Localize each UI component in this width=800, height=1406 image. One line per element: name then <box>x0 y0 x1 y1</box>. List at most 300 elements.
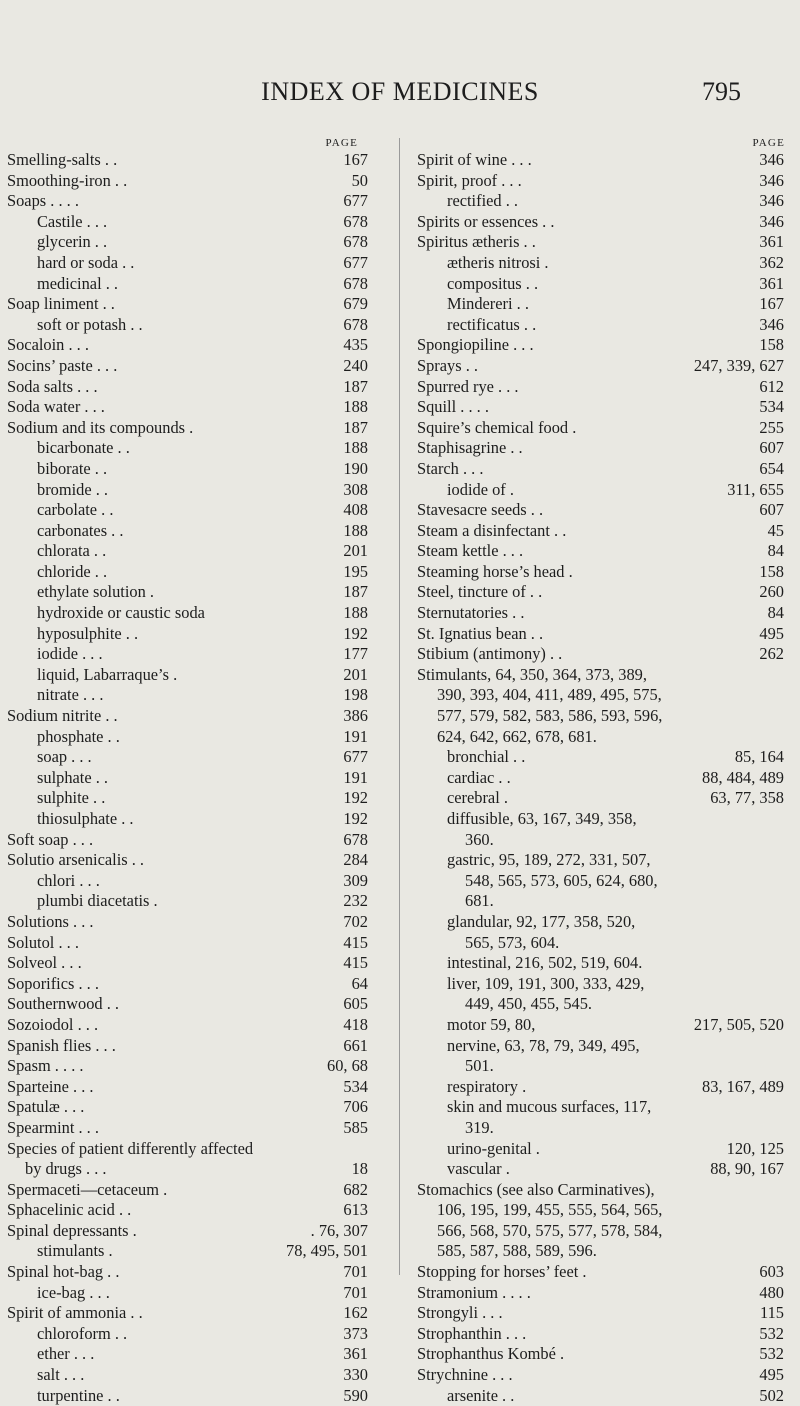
entry-page-ref: 435 <box>343 335 368 355</box>
entry-page-ref: 590 <box>343 1385 368 1405</box>
entry-term: Smoothing-iron . . <box>7 170 128 190</box>
entry-page-ref: 605 <box>343 994 368 1014</box>
page-column-label: PAGE <box>325 137 358 149</box>
entry-term: medicinal . . <box>37 273 119 293</box>
index-entry <box>7 1200 385 1221</box>
entry-term: liquid, Labarraque’s . <box>37 664 178 684</box>
entry-term: glycerin . . <box>37 232 108 252</box>
entry-term: Socaloin . . . <box>7 335 89 355</box>
index-entry <box>7 1118 385 1139</box>
entry-term: Strychnine . . . <box>417 1365 513 1385</box>
index-entry <box>7 1056 385 1077</box>
entry-term: Squire’s chemical food . <box>417 417 577 437</box>
entry-term: Steaming horse’s head . <box>417 561 573 581</box>
index-entry <box>7 1262 385 1283</box>
index-entry <box>417 1365 793 1386</box>
entry-term: nitrate . . . <box>37 685 104 705</box>
entry-term: Strophanthus Kombé . <box>417 1344 565 1364</box>
entry-term: Stavesacre seeds . . <box>417 500 544 520</box>
column-divider <box>399 138 400 1275</box>
index-entry <box>417 480 793 501</box>
entry-term: ætheris nitrosi . <box>447 252 549 272</box>
index-entry <box>7 171 385 192</box>
index-entry <box>7 1241 385 1262</box>
index-entry <box>7 871 385 892</box>
entry-page-ref: 495 <box>759 623 784 643</box>
entry-page-ref: 701 <box>343 1282 368 1302</box>
entry-term: cerebral . <box>447 788 508 808</box>
entry-page-ref: 480 <box>759 1282 784 1302</box>
entry-term: Spongiopiline . . . <box>417 335 534 355</box>
index-entry <box>7 1283 385 1304</box>
entry-page-ref: 309 <box>343 870 368 890</box>
entry-page-ref: 232 <box>343 891 368 911</box>
entry-first-line: skin and mucous surfaces, 117, <box>447 1097 652 1117</box>
entry-page-ref: 418 <box>343 1014 368 1034</box>
entry-first-line: nervine, 63, 78, 79, 349, 495, <box>447 1035 640 1055</box>
index-entry <box>7 480 385 501</box>
entry-page-ref: 262 <box>759 644 784 664</box>
entry-term: Spanish flies . . . <box>7 1035 116 1055</box>
entry-continuation-line: 319. <box>465 1117 494 1137</box>
entry-page-ref: 192 <box>343 623 368 643</box>
entry-term: Species of patient differently affected <box>7 1138 254 1158</box>
entry-term: Spirit of wine . . . <box>417 150 532 169</box>
entry-page-ref: 88, 484, 489 <box>702 767 784 787</box>
index-entry <box>7 974 385 995</box>
entry-continuation-line: 577, 579, 582, 583, 586, 593, 596, <box>437 706 663 726</box>
entry-term: chlori . . . <box>37 870 100 890</box>
entry-term: stimulants . <box>37 1241 113 1261</box>
entry-term: Spasm . . . . <box>7 1056 84 1076</box>
entry-page-ref: 201 <box>343 664 368 684</box>
index-entry <box>417 1283 793 1304</box>
entry-term: urino-genital . <box>447 1138 540 1158</box>
entry-page-ref: 386 <box>343 706 368 726</box>
entry-page-ref: 188 <box>343 397 368 417</box>
index-entry <box>7 768 385 789</box>
entry-continuation-line: 681. <box>465 891 494 911</box>
index-entry <box>417 335 793 356</box>
entry-first-line: intestinal, 216, 502, 519, 604. <box>447 953 643 973</box>
entry-continuation-line: 360. <box>465 829 494 849</box>
entry-term: bromide . . <box>37 479 109 499</box>
entry-term: Spearmint . . . <box>7 1117 99 1137</box>
entry-page-ref: 217, 505, 520 <box>693 1014 784 1034</box>
entry-page-ref: 702 <box>343 911 368 931</box>
index-entry <box>7 706 385 727</box>
index-entry <box>417 521 793 542</box>
entry-term: Spinal hot-bag . . <box>7 1262 120 1282</box>
entry-term: Strophanthin . . . <box>417 1323 527 1343</box>
index-entry <box>417 582 793 603</box>
page-number: 795 <box>702 77 741 106</box>
entry-page-ref: 240 <box>343 355 368 375</box>
index-entry <box>417 212 793 233</box>
entry-page-ref: 408 <box>343 500 368 520</box>
entry-term: Solutol . . . <box>7 932 79 952</box>
entry-term: Sprays . . <box>417 355 479 375</box>
index-entry-multiline <box>417 1097 793 1138</box>
index-entry <box>417 438 793 459</box>
entry-term: hyposulphite . . <box>37 623 139 643</box>
entry-term: ice-bag . . . <box>37 1282 110 1302</box>
index-entry-multiline <box>417 850 793 912</box>
index-entry <box>7 994 385 1015</box>
entry-first-line: Stimulants, 64, 350, 364, 373, 389, <box>417 664 647 684</box>
entry-page-ref: 677 <box>343 252 368 272</box>
entry-continuation-line: 565, 573, 604. <box>465 932 560 952</box>
entry-page-ref: 167 <box>343 150 368 169</box>
entry-page-ref: 190 <box>343 458 368 478</box>
index-entry <box>417 253 793 274</box>
index-entry <box>7 418 385 439</box>
index-entry <box>417 1159 793 1180</box>
entry-page-ref: 361 <box>759 232 784 252</box>
entry-page-ref: 198 <box>343 685 368 705</box>
entry-term: Spinal depressants . <box>7 1220 137 1240</box>
entry-page-ref: 115 <box>760 1303 784 1323</box>
index-entry <box>7 624 385 645</box>
entry-page-ref: 120, 125 <box>726 1138 784 1158</box>
entry-term: Spatulæ . . . <box>7 1097 85 1117</box>
index-entry <box>7 912 385 933</box>
entry-term: Smelling-salts . . <box>7 150 118 169</box>
index-entry <box>417 459 793 480</box>
entry-term: compositus . . <box>447 273 539 293</box>
entry-page-ref: 495 <box>759 1365 784 1385</box>
index-entry <box>417 541 793 562</box>
entry-continuation-line: 585, 587, 588, 589, 596. <box>437 1241 597 1261</box>
entry-term: biborate . . <box>37 458 108 478</box>
entry-page-ref: 177 <box>343 644 368 664</box>
entry-first-line: glandular, 92, 177, 358, 520, <box>447 911 636 931</box>
entry-page-ref: 603 <box>759 1262 784 1282</box>
entry-term: Sozoiodol . . . <box>7 1014 99 1034</box>
entry-page-ref: 677 <box>343 191 368 211</box>
index-entry <box>7 603 385 624</box>
entry-page-ref: 682 <box>343 1179 368 1199</box>
entry-term: hard or soda . . <box>37 252 135 272</box>
entry-page-ref: 607 <box>759 438 784 458</box>
index-entry <box>7 1324 385 1345</box>
index-entry <box>417 1303 793 1324</box>
index-entry <box>7 212 385 233</box>
index-entry <box>417 1344 793 1365</box>
entry-page-ref: 18 <box>351 1159 368 1179</box>
entry-term: Spiritus ætheris . . <box>417 232 536 252</box>
index-entry <box>7 582 385 603</box>
index-entry <box>7 335 385 356</box>
index-entry <box>7 1036 385 1057</box>
entry-term: Strongyli . . . <box>417 1303 503 1323</box>
index-entry <box>417 377 793 398</box>
index-entry <box>7 1303 385 1324</box>
entry-term: Socins’ paste . . . <box>7 355 118 375</box>
entry-page-ref: 415 <box>343 932 368 952</box>
entry-term: by drugs . . . <box>25 1159 107 1179</box>
entry-term: Sodium nitrite . . <box>7 706 118 726</box>
entry-term: chlorata . . <box>37 541 107 561</box>
entry-page-ref: 167 <box>759 294 784 314</box>
entry-page-ref: 362 <box>759 252 784 272</box>
index-entry <box>417 603 793 624</box>
entry-page-ref: 706 <box>343 1097 368 1117</box>
entry-page-ref: 78, 495, 501 <box>286 1241 368 1261</box>
entry-term: Soda water . . . <box>7 397 105 417</box>
entry-continuation-line: 106, 195, 199, 455, 555, 564, 565, <box>437 1200 663 1220</box>
index-entry <box>7 747 385 768</box>
entry-term: iodide of . <box>447 479 514 499</box>
index-entry <box>7 315 385 336</box>
left-column <box>7 137 385 1406</box>
index-entry-multiline <box>417 912 793 953</box>
entry-page-ref: 247, 339, 627 <box>693 355 784 375</box>
index-entry <box>417 397 793 418</box>
entry-term: cardiac . . <box>447 767 511 787</box>
entry-page-ref: 188 <box>343 520 368 540</box>
entry-term: soft or potash . . <box>37 314 143 334</box>
entry-term: salt . . . <box>37 1365 85 1385</box>
entry-term: Steam a disinfectant . . <box>417 520 567 540</box>
entry-page-ref: 532 <box>759 1344 784 1364</box>
index-entry <box>417 788 793 809</box>
index-entry <box>417 274 793 295</box>
entry-term: Mindereri . . <box>447 294 529 314</box>
entry-term: chloride . . <box>37 561 108 581</box>
entry-term: Stibium (antimony) . . <box>417 644 563 664</box>
index-entry <box>417 150 793 171</box>
index-entry <box>7 1365 385 1386</box>
index-entry <box>417 232 793 253</box>
entry-term: Soap liniment . . <box>7 294 115 314</box>
entry-term: vascular . <box>447 1159 510 1179</box>
index-entry <box>7 1180 385 1201</box>
entry-term: respiratory . <box>447 1076 527 1096</box>
entry-term: St. Ignatius bean . . <box>417 623 544 643</box>
index-entry <box>417 644 793 665</box>
entry-continuation-line: 449, 450, 455, 545. <box>465 994 593 1014</box>
index-entry <box>417 171 793 192</box>
entry-page-ref: . 76, 307 <box>310 1220 368 1240</box>
index-entry <box>7 1159 385 1180</box>
index-entry <box>417 356 793 377</box>
entry-term: motor 59, 80, <box>447 1014 536 1034</box>
index-entry <box>7 356 385 377</box>
entry-page-ref: 260 <box>759 582 784 602</box>
entry-page-ref: 346 <box>759 211 784 231</box>
entry-page-ref: 158 <box>759 335 784 355</box>
entry-term: Southernwood . . <box>7 994 119 1014</box>
entry-page-ref: 191 <box>343 726 368 746</box>
entry-page-ref: 361 <box>343 1344 368 1364</box>
entry-first-line: Stomachics (see also Carminatives), <box>417 1179 655 1199</box>
entry-page-ref: 85, 164 <box>734 747 784 767</box>
entry-page-ref: 612 <box>759 376 784 396</box>
index-entry-multiline <box>417 1036 793 1077</box>
entry-page-ref: 534 <box>759 397 784 417</box>
entry-first-line: gastric, 95, 189, 272, 331, 507, <box>447 850 651 870</box>
entry-page-ref: 654 <box>759 458 784 478</box>
entry-page-ref: 311, 655 <box>727 479 784 499</box>
entry-term: carbonates . . <box>37 520 124 540</box>
entry-continuation-line: 390, 393, 404, 411, 489, 495, 575, <box>437 685 662 705</box>
entry-term: Steel, tincture of . . <box>417 582 543 602</box>
index-entry-multiline <box>417 1180 793 1262</box>
entry-page-ref: 678 <box>343 314 368 334</box>
index-entry <box>417 500 793 521</box>
entry-term: Spirits or essences . . <box>417 211 555 231</box>
index-entry <box>7 788 385 809</box>
entry-page-ref: 677 <box>343 747 368 767</box>
index-entry <box>417 1324 793 1345</box>
entry-term: Sternutatories . . <box>417 603 525 623</box>
index-entry <box>7 500 385 521</box>
entry-first-line: diffusible, 63, 167, 349, 358, <box>447 809 637 828</box>
entry-term: Soporifics . . . <box>7 973 99 993</box>
index-entry <box>417 562 793 583</box>
index-entry <box>7 1344 385 1365</box>
entry-term: rectificatus . . <box>447 314 537 334</box>
index-entry <box>417 418 793 439</box>
entry-page-ref: 84 <box>767 603 784 623</box>
index-entry <box>7 809 385 830</box>
index-entry <box>7 1221 385 1242</box>
entry-page-ref: 661 <box>343 1035 368 1055</box>
index-entry <box>7 665 385 686</box>
index-entry <box>7 294 385 315</box>
entry-term: sulphite . . <box>37 788 106 808</box>
index-entry-multiline <box>417 809 793 850</box>
entry-page-ref: 191 <box>343 767 368 787</box>
entry-term: bicarbonate . . <box>37 438 130 458</box>
index-entry <box>7 397 385 418</box>
entry-term: bronchial . . <box>447 747 526 767</box>
index-entry <box>417 315 793 336</box>
entry-page-ref: 373 <box>343 1323 368 1343</box>
page-header <box>0 77 800 117</box>
index-entry <box>417 294 793 315</box>
index-entry <box>7 191 385 212</box>
index-entry <box>7 459 385 480</box>
entry-page-ref: 187 <box>343 417 368 437</box>
index-entry <box>7 232 385 253</box>
index-entry <box>7 933 385 954</box>
index-entry <box>7 830 385 851</box>
entry-term: Sodium and its compounds . <box>7 417 194 437</box>
entry-term: Steam kettle . . . <box>417 541 524 561</box>
entry-page-ref: 532 <box>759 1323 784 1343</box>
entry-term: chloroform . . <box>37 1323 128 1343</box>
entry-page-ref: 84 <box>767 541 784 561</box>
entry-page-ref: 701 <box>343 1262 368 1282</box>
entry-term: Castile . . . <box>37 211 108 231</box>
entry-term: Solveol . . . <box>7 953 82 973</box>
entry-term: arsenite . . <box>447 1385 515 1405</box>
index-entry <box>7 1097 385 1118</box>
index-entry <box>417 1262 793 1283</box>
index-entry <box>7 644 385 665</box>
entry-page-ref: 346 <box>759 170 784 190</box>
entry-page-ref: 60, 68 <box>327 1056 368 1076</box>
index-entry <box>417 1386 793 1406</box>
page-column-label: PAGE <box>752 137 785 149</box>
right-column <box>417 137 793 1406</box>
entry-page-ref: 195 <box>343 561 368 581</box>
index-entry <box>7 274 385 295</box>
entry-page-ref: 308 <box>343 479 368 499</box>
entry-page-ref: 192 <box>343 809 368 828</box>
index-entry <box>417 1015 793 1036</box>
entry-term: Staphisagrine . . <box>417 438 523 458</box>
index-entry <box>417 1139 793 1160</box>
entry-page-ref: 678 <box>343 211 368 231</box>
index-entry <box>7 377 385 398</box>
entry-page-ref: 613 <box>343 1200 368 1220</box>
entry-page-ref: 346 <box>759 314 784 334</box>
entry-term: rectified . . <box>447 191 518 211</box>
entry-page-ref: 679 <box>343 294 368 314</box>
entry-page-ref: 678 <box>343 829 368 849</box>
index-entry <box>7 150 385 171</box>
entry-continuation-line: 501. <box>465 1056 494 1076</box>
index-entry <box>7 521 385 542</box>
index-entry <box>7 727 385 748</box>
entry-term: Spirit of ammonia . . <box>7 1303 143 1323</box>
entry-page-ref: 284 <box>343 850 368 870</box>
entry-page-ref: 361 <box>759 273 784 293</box>
entry-page-ref: 201 <box>343 541 368 561</box>
index-entry <box>417 191 793 212</box>
entry-page-ref: 45 <box>767 520 784 540</box>
entry-term: Squill . . . . <box>417 397 489 417</box>
entry-term: Sparteine . . . <box>7 1076 94 1096</box>
index-entry <box>417 768 793 789</box>
entry-term: Spermaceti—cetaceum . <box>7 1179 168 1199</box>
entry-page-ref: 585 <box>343 1117 368 1137</box>
entry-term: Soda salts . . . <box>7 376 98 396</box>
entry-page-ref: 678 <box>343 232 368 252</box>
entry-term: Stramonium . . . . <box>417 1282 531 1302</box>
index-entry <box>417 747 793 768</box>
index-entry <box>7 891 385 912</box>
entry-term: iodide . . . <box>37 644 103 664</box>
entry-term: Stopping for horses’ feet . <box>417 1262 587 1282</box>
entry-term: Spirit, proof . . . <box>417 170 522 190</box>
entry-term: hydroxide or caustic soda <box>37 603 205 623</box>
entry-term: Spurred rye . . . <box>417 376 519 396</box>
index-entry <box>7 562 385 583</box>
entry-page-ref: 607 <box>759 500 784 520</box>
entry-continuation-line: 624, 642, 662, 678, 681. <box>437 726 597 746</box>
entry-page-ref: 534 <box>343 1076 368 1096</box>
index-entry-multiline <box>417 974 793 1015</box>
entry-term: phosphate . . <box>37 726 120 746</box>
entry-term: carbolate . . <box>37 500 114 520</box>
entry-page-ref: 415 <box>343 953 368 973</box>
index-entry <box>7 953 385 974</box>
entry-page-ref: 88, 90, 167 <box>710 1159 784 1179</box>
index-entry <box>7 438 385 459</box>
entry-page-ref: 188 <box>343 603 368 623</box>
entry-term: Solutions . . . <box>7 911 94 931</box>
index-entry <box>7 1015 385 1036</box>
index-entry <box>7 1139 385 1160</box>
entry-page-ref: 158 <box>759 561 784 581</box>
entry-page-ref: 187 <box>343 582 368 602</box>
entry-term: ether . . . <box>37 1344 95 1364</box>
entry-page-ref: 330 <box>343 1365 368 1385</box>
